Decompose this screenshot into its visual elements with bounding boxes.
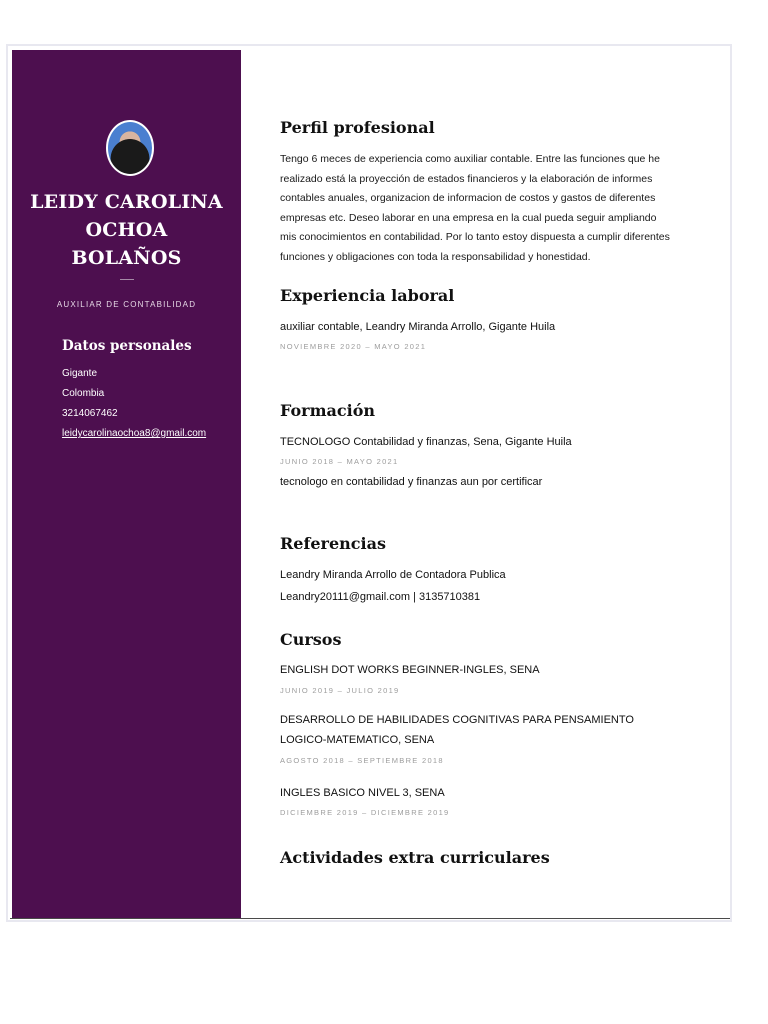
reference-name: Leandry Miranda Arrollo de Contadora Publica: [280, 569, 506, 581]
extracurricular-heading: Actividades extra curriculares: [280, 848, 550, 867]
name-line-1: LEIDY CAROLINA: [30, 191, 223, 213]
profile-text: [280, 150, 690, 267]
personal-data-heading: Datos personales: [62, 338, 192, 354]
course-date: AGOSTO 2018 – SEPTIEMBRE 2018: [280, 756, 444, 765]
profile-line: Tengo 6 meces de experiencia como auxiliar contable. Entre las funciones que he: [280, 153, 660, 165]
country: Colombia: [62, 388, 105, 399]
course-name: DESARROLLO DE HABILIDADES COGNITIVAS PARA PENSAMIENTO LOGICO-MATEMATICO, SENA: [280, 714, 634, 746]
course-date: JUNIO 2019 – JULIO 2019: [280, 686, 400, 695]
profile-photo: [106, 120, 154, 176]
reference-contact: Leandry20111@gmail.com | 3135710381: [280, 591, 481, 603]
phone: 3214067462: [62, 408, 118, 419]
profile-heading: Perfil profesional: [280, 118, 435, 137]
experience-item: auxiliar contable, Leandry Miranda Arrollo, Gigante Huila: [280, 321, 556, 333]
education-note: tecnologo en contabilidad y finanzas aun por certificar: [280, 476, 543, 488]
resume-page: [8, 46, 730, 920]
education-date: JUNIO 2018 – MAYO 2021: [280, 457, 399, 466]
education-item: TECNOLOGO Contabilidad y finanzas, Sena, Gigante Huila: [280, 436, 572, 448]
candidate-name: [12, 188, 241, 272]
profile-line: empresas etc. Deseo laborar en una empresa en la cual pueda seguir ampliando: [280, 211, 657, 224]
email-link[interactable]: leidycarolinaochoa8@gmail.com: [62, 428, 207, 439]
references-heading: Referencias: [280, 534, 386, 553]
page-bottom-rule: [10, 918, 730, 919]
course-name: INGLES BASICO NIVEL 3, SENA: [280, 787, 445, 799]
profile-line: mis conocimientos en contabilidad. Por lo tanto estoy dispuesta a cumplir diferentes: [280, 231, 670, 243]
name-line-2: OCHOA: [85, 219, 168, 241]
city: Gigante: [62, 368, 98, 379]
experience-date: NOVIEMBRE 2020 – MAYO 2021: [280, 342, 427, 351]
name-divider: [120, 279, 134, 280]
personal-data-list: [62, 364, 206, 444]
profile-line: realizado está la proyección de estados financieros y la elaboración de informes: [280, 172, 653, 185]
education-heading: Formación: [280, 401, 376, 420]
name-line-3: BOLAÑOS: [71, 247, 182, 269]
course-name: ENGLISH DOT WORKS BEGINNER-INGLES, SENA: [280, 664, 540, 676]
sidebar: [12, 50, 241, 918]
job-title: AUXILIAR DE CONTABILIDAD: [56, 300, 197, 309]
courses-heading: Cursos: [280, 630, 342, 649]
experience-heading: Experiencia laboral: [280, 286, 455, 305]
profile-line: contables anuales, organizacion de informacion de costos y gastos de diferentes: [280, 192, 656, 204]
course-date: DICIEMBRE 2019 – DICIEMBRE 2019: [280, 808, 450, 817]
profile-line: funciones y obligaciones con toda la responsabilidad y honestidad.: [280, 250, 591, 263]
